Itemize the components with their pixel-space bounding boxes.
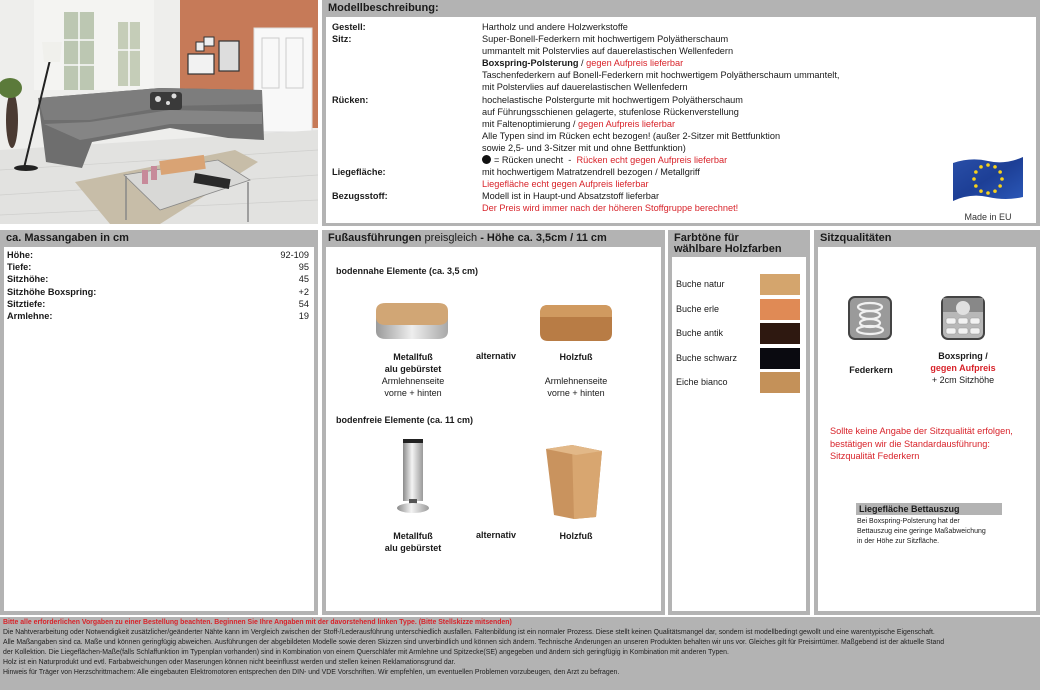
eu-star (993, 189, 997, 193)
description-text: ummantelt mit Polstervlies auf dauerelastischen Wellenfedern (482, 46, 734, 57)
dimension-label: Armlehne: (7, 311, 53, 322)
description-value (482, 81, 902, 93)
boxspring-price: gegen Aufpreis (930, 363, 996, 373)
dimension-label: Sitztiefe: (7, 298, 46, 309)
made-in-eu-text: Made in EU (964, 212, 1012, 222)
low-alternativ-label: alternativ (476, 351, 517, 361)
description-value (482, 118, 902, 130)
wood-color-item (676, 348, 802, 368)
wood-color-label: Eiche bianco (676, 377, 728, 387)
description-row (332, 178, 902, 190)
description-text: Modell ist in Haupt-und Absatzstoff lieferbar (482, 191, 660, 202)
dimension-value: 54 (298, 298, 309, 309)
wood-foot-low-caption (526, 351, 626, 399)
eu-flag-icon (951, 155, 1025, 205)
footer-notes (0, 617, 1040, 690)
boxspring-label: Boxspring / (938, 351, 988, 361)
description-label: Sitz: (332, 34, 352, 45)
wood-color-swatch (760, 348, 800, 369)
model-description-panel (322, 0, 1040, 226)
dimension-label: Tiefe: (7, 262, 32, 273)
surcharge-note: Liegefläche echt gegen Aufpreis lieferbar (482, 179, 649, 190)
dimensions-list (7, 249, 309, 322)
wood-foot-low-name: Holzfuß (559, 352, 593, 362)
dimension-row (7, 261, 309, 273)
description-text: Taschenfederkern auf Bonell-Federkern mit hochwertigem Polyätherschaum ummantelt, (482, 70, 840, 81)
eu-star (979, 189, 983, 193)
bettauszug-text (856, 515, 1002, 547)
description-value (482, 190, 902, 202)
description-label (332, 69, 482, 81)
footer-line: Die Nahtverarbeitung oder Notwendigkeit zusätzlicher/geänderter Nähte kann im Vergleich zwischen der Stoff-/Lederausführung unterschiedlich ausfallen. Faltenbildung ist ein normaler Prozess. Diese stellt keinen Qualitätsmangel dar, sondern ist modellbedingt gewollt und eine warentypische Eigenschaft. (3, 628, 935, 636)
wood-colors-title (668, 230, 810, 257)
bettauszug-box (856, 503, 1002, 547)
high-feet-heading: bodenfreie Elemente (ca. 11 cm) (336, 415, 474, 425)
eu-star (1000, 177, 1004, 181)
description-value (482, 106, 902, 118)
black-dot-icon (482, 155, 491, 164)
eu-star (974, 184, 978, 188)
wood-foot-low-icon (536, 299, 616, 345)
wood-foot-low-note2: vorne + hinten (547, 388, 605, 398)
standard-seat-note (830, 425, 1013, 463)
feet-title-bold: Fußausführungen (328, 232, 422, 244)
metal-foot-high-icon (396, 433, 430, 517)
metal-foot-low-icon (372, 299, 452, 345)
wood-color-item (676, 274, 802, 294)
dimension-value: 19 (298, 311, 309, 322)
wood-color-swatch (760, 299, 800, 320)
dimensions-title: ca. Massangaben in cm (0, 230, 318, 247)
footer-line: Holz ist ein Naturprodukt und evtl. Farbabweichungen oder Maserungen können nicht beeinflusst werden und stellen keinen Reklamationsgrund dar. (3, 658, 456, 666)
description-row (332, 33, 902, 45)
description-row (332, 130, 902, 142)
bettauszug-line: in der Höhe zur Sitzfläche. (857, 538, 940, 545)
description-label: Liegefläche: (332, 167, 386, 178)
eu-star (993, 165, 997, 169)
model-description-list (332, 21, 902, 215)
description-label (332, 118, 482, 130)
description-value (482, 33, 902, 45)
dimension-value: 95 (298, 262, 309, 273)
description-value (482, 130, 902, 142)
description-value (482, 45, 902, 57)
dimension-row (7, 298, 309, 310)
description-label (332, 178, 482, 190)
description-row (332, 202, 902, 214)
seat-note-line: Sitzqualität Federkern (830, 451, 920, 461)
high-alternativ-label: alternativ (476, 530, 517, 540)
eu-star (998, 170, 1002, 174)
description-value (482, 21, 902, 33)
dimension-label: Sitzhöhe: (7, 274, 49, 285)
metal-foot-low-caption (363, 351, 463, 399)
feet-title-normal: preisgleich (421, 232, 478, 244)
dimension-value: +2 (298, 286, 309, 297)
surcharge-note: gegen Aufpreis lieferbar (578, 118, 676, 129)
description-label: Gestell: (332, 22, 366, 32)
description-label (332, 154, 482, 166)
description-text: mit hochwertigem Matratzendrell bezogen / Metallgriff (482, 167, 700, 178)
description-label: Bezugsstoff: (332, 191, 388, 202)
description-text: auf Führungsschienen gelagerte, stufenlose Rückenverstellung (482, 106, 739, 117)
footer-lines (3, 628, 1037, 678)
description-label (332, 130, 482, 142)
wood-color-item (676, 323, 802, 343)
surcharge-note: Rücken echt gegen Aufpreis lieferbar (576, 155, 728, 166)
bettauszug-title: Liegefläche Bettauszug (856, 503, 1002, 515)
description-row (332, 69, 902, 81)
description-label (332, 142, 482, 154)
description-value (482, 94, 902, 106)
description-text: Hartholz und andere Holzwerkstoffe (482, 22, 628, 32)
metal-foot-low-note2: vorne + hinten (384, 388, 442, 398)
metal-foot-low-finish: alu gebürstet (384, 364, 442, 374)
description-row (332, 106, 902, 118)
product-photo (0, 0, 318, 224)
surcharge-note: Der Preis wird immer nach der höheren Stoffgruppe berechnet! (482, 203, 739, 214)
description-row (332, 118, 902, 130)
description-label (332, 106, 482, 118)
metal-foot-high-name: Metallfuß (393, 531, 433, 541)
dimension-value: 45 (298, 274, 309, 285)
surcharge-note: gegen Aufpreis lieferbar (586, 58, 684, 69)
description-value (482, 202, 902, 214)
dimension-row (7, 249, 309, 261)
description-text: Boxspring-Polsterung (482, 58, 579, 69)
description-text: sowie 2,5- und 3-Sitzer mit und ohne Bettfunktion) (482, 142, 686, 153)
boxspring-note: + 2cm Sitzhöhe (931, 375, 995, 385)
dimension-row (7, 310, 309, 322)
description-row (332, 154, 902, 166)
wood-colors-title-line1: Farbtöne für (674, 232, 739, 244)
wood-color-label: Buche natur (676, 279, 725, 289)
description-label: Rücken: (332, 94, 369, 105)
description-row (332, 21, 902, 33)
wood-color-label: Buche erle (676, 303, 720, 314)
wood-color-item (676, 299, 802, 319)
seat-note-line: Sollte keine Angabe der Sitzqualität erfolgen, (830, 426, 1013, 436)
description-label (332, 45, 482, 57)
spring-icon (848, 296, 892, 340)
description-label (332, 57, 482, 69)
description-row (332, 57, 902, 69)
dimension-label: Sitzhöhe Boxspring: (7, 286, 97, 297)
bettauszug-line: Bettauszug eine geringe Maßabweichung (857, 528, 986, 535)
description-text: Alle Typen sind im Rücken echt bezogen! (außer 2-Sitzer mit Bettfunktion (482, 130, 781, 141)
description-value (482, 154, 902, 166)
description-value (482, 178, 902, 190)
description-row (332, 81, 902, 93)
wood-foot-high-icon (544, 443, 604, 521)
eu-star (998, 184, 1002, 188)
description-row (332, 45, 902, 57)
description-label (332, 202, 482, 214)
dimension-label: Höhe: (7, 250, 34, 260)
description-value (482, 166, 902, 178)
footer-line: Hinweis für Träger von Herzschrittmachern: Alle eingebauten Elektromotoren entsprechen den DIN- und VDE Vorschriften. Wir empfehlen, um eventuellen Problemen vorzubeugen, den Arzt zu befragen. (3, 668, 620, 676)
order-warning: Bitte alle erforderlichen Vorgaben zu einer Bestellung beachten. Beginnen Sie Ihre Angaben mit der davorstehend linken Type. (Bitte Stellskizze mitsenden) (3, 619, 512, 626)
description-row (332, 94, 902, 106)
wood-color-item (676, 372, 802, 392)
description-text: = Rücken unecht - (494, 155, 577, 166)
boxspring-caption (913, 350, 1013, 386)
wood-color-swatch (760, 323, 800, 344)
eu-star (972, 177, 976, 181)
eu-star (974, 170, 978, 174)
wood-color-label: Buche antik (676, 328, 724, 338)
wood-foot-high-caption (526, 530, 626, 542)
dimension-value: 92-109 (280, 250, 309, 260)
wood-foot-high-name: Holzfuß (559, 531, 593, 541)
description-label (332, 81, 482, 93)
wood-colors-panel (668, 230, 810, 615)
seat-qualities-title: Sitzqualitäten (814, 230, 1040, 247)
dimension-row (7, 286, 309, 298)
wood-color-label: Buche schwarz (676, 352, 738, 363)
description-text: / (578, 58, 587, 69)
description-value (482, 69, 902, 81)
wood-color-swatch (760, 372, 800, 393)
metal-foot-low-note1: Armlehnenseite (381, 376, 445, 386)
eu-star (986, 163, 990, 167)
description-text: mit Faltenoptimierung / (482, 118, 578, 129)
dimension-row (7, 273, 309, 285)
description-value (482, 142, 902, 154)
description-text: mit Polstervlies auf dauerelastischen Wellenfedern (482, 82, 688, 93)
model-description-title: Modellbeschreibung: (322, 0, 1040, 17)
feet-title (322, 230, 665, 247)
feet-title-suffix: - Höhe ca. 3,5cm / 11 cm (477, 232, 607, 244)
low-feet-heading: bodennahe Elemente (ca. 3,5 cm) (336, 266, 479, 276)
eu-star (986, 191, 990, 195)
boxspring-icon (941, 296, 985, 340)
description-row (332, 166, 902, 178)
dimensions-panel (0, 230, 318, 615)
eu-star (979, 165, 983, 169)
metal-foot-high-caption (363, 530, 463, 554)
footer-line: der Kollektion. Die Liegeflächen-Maße(falls Schlaffunktion im Typenplan vorhanden) sind in Kombination von einem Querschläfer mit Armlehne und Spitzecke(SE) angegeben und ändern sich geringfügig in Kombination mit anderen Typen. (3, 648, 729, 656)
bettauszug-line: Bei Boxspring-Polsterung hat der (857, 518, 960, 525)
description-text: Super-Bonell-Federkern mit hochwertigem Polyätherschaum (482, 34, 729, 45)
description-value (482, 57, 902, 69)
wood-colors-title-line2: wählbare Holzfarben (674, 243, 782, 255)
metal-foot-high-finish: alu gebürstet (384, 543, 442, 553)
made-in-eu-badge (948, 155, 1028, 222)
seat-qualities-panel (814, 230, 1040, 615)
wood-colors-list (672, 257, 806, 611)
description-text: hochelastische Polstergurte mit hochwertigem Polyätherschaum (482, 94, 743, 105)
sofa-room-image (0, 0, 318, 224)
metal-foot-low-name: Metallfuß (393, 352, 433, 362)
feet-panel (322, 230, 665, 615)
footer-line: Alle Maßangaben sind ca. Maße und können geringfügig abweichen. Ausführungen der abgebildeten Modelle sowie deren Skizzen sind unverbindlich und können sich ändern. Technische Änderungen an unseren Produkten behalten wir uns vor. Gleiches gilt für Preisirrtümer. Maßgebend ist der aktuelle Stand (3, 638, 945, 646)
wood-foot-low-note1: Armlehnenseite (544, 376, 608, 386)
wood-color-swatch (760, 274, 800, 295)
description-row (332, 190, 902, 202)
federkern-label: Federkern (849, 365, 893, 375)
description-row (332, 142, 902, 154)
seat-note-line: bestätigen wir die Standardausführung: (830, 438, 990, 449)
